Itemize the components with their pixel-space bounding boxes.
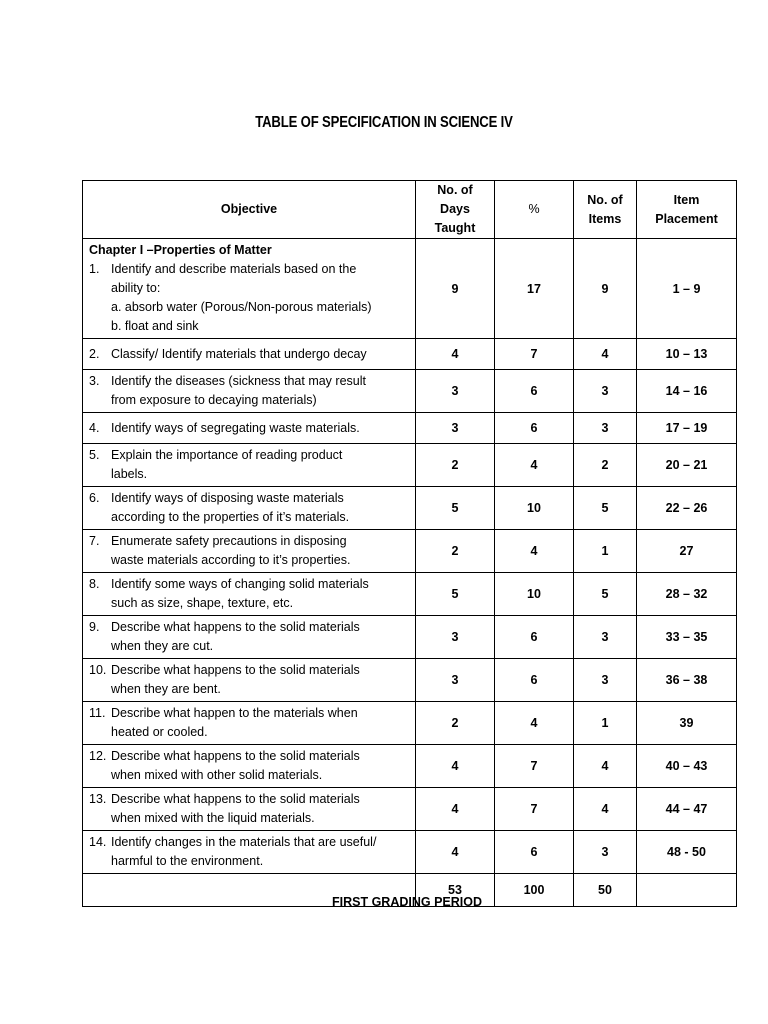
specification-table: [82, 180, 737, 907]
no-of-items-cell: 3: [574, 616, 637, 659]
days-taught-cell: 3: [416, 413, 495, 444]
no-of-items-cell: 4: [574, 745, 637, 788]
days-taught-cell: 3: [416, 370, 495, 413]
objective-text-line: Classify/ Identify materials that undergo decay: [111, 346, 367, 361]
table-row: [83, 444, 737, 487]
objective-subitem: a. absorb water (Porous/Non-porous materials): [111, 300, 372, 314]
no-of-items-cell: 4: [574, 788, 637, 831]
no-of-items-cell: 3: [574, 413, 637, 444]
item-placement-cell: 28 – 32: [637, 573, 737, 616]
no-of-items-cell: 4: [574, 339, 637, 370]
percent-cell: 10: [495, 487, 574, 530]
objective-number: 7.: [89, 534, 100, 548]
no-of-items-cell: 5: [574, 487, 637, 530]
days-taught-cell: 4: [416, 339, 495, 370]
objective-text-line: Describe what happens to the solid materials: [111, 620, 360, 634]
objective-number: 5.: [89, 448, 100, 462]
objective-cell: [83, 831, 416, 874]
objective-text-line: when they are cut.: [111, 639, 214, 653]
days-taught-cell: 2: [416, 444, 495, 487]
total-percent-cell: 100: [495, 874, 574, 907]
item-placement-cell: 22 – 26: [637, 487, 737, 530]
objective-cell: [83, 530, 416, 573]
table-row: [83, 530, 737, 573]
days-taught-cell: 4: [416, 745, 495, 788]
objective-text-line: Enumerate safety precautions in disposing: [111, 534, 347, 548]
objective-cell: [83, 339, 416, 370]
percent-cell: 17: [495, 239, 574, 339]
objective-cell: [83, 616, 416, 659]
objective-cell: [83, 444, 416, 487]
header-row: [83, 181, 737, 239]
item-placement-cell: 1 – 9: [637, 239, 737, 339]
percent-cell: 6: [495, 370, 574, 413]
total-days-cell: 53: [416, 874, 495, 907]
objective-text-line: according to the properties of it’s materials.: [111, 510, 350, 524]
objective-text-line: Identify some ways of changing solid materials: [111, 577, 369, 591]
table-row: [83, 239, 737, 339]
objective-cell: [83, 239, 416, 339]
objective-text-line: Describe what happen to the materials when: [111, 706, 358, 720]
percent-cell: 4: [495, 702, 574, 745]
objective-cell: [83, 788, 416, 831]
objective-text-line: Describe what happens to the solid materials: [111, 663, 360, 677]
objective-text-line: harmful to the environment.: [111, 854, 264, 868]
percent-cell: 7: [495, 339, 574, 370]
table-row: [83, 370, 737, 413]
header-no-of-items: No. of Items: [574, 181, 637, 239]
objective-text-line: waste materials according to it’s properties.: [111, 553, 351, 567]
header-days-taught: No. of Days Taught: [416, 181, 495, 239]
no-of-items-cell: 3: [574, 831, 637, 874]
objective-text-line: Describe what happens to the solid materials: [111, 749, 360, 763]
objective-text-line: ability to:: [111, 281, 161, 295]
days-taught-cell: 5: [416, 573, 495, 616]
header-percent: %: [495, 181, 574, 239]
days-taught-cell: 4: [416, 788, 495, 831]
days-taught-cell: 5: [416, 487, 495, 530]
table-row: [83, 573, 737, 616]
objective-text-line: such as size, shape, texture, etc.: [111, 596, 294, 610]
objective-text-line: Identify ways of disposing waste materials: [111, 491, 344, 505]
percent-cell: 6: [495, 616, 574, 659]
table-row: [83, 616, 737, 659]
objective-cell: [83, 702, 416, 745]
objective-text-line: Describe what happens to the solid materials: [111, 792, 360, 806]
item-placement-cell: 39: [637, 702, 737, 745]
item-placement-cell: 36 – 38: [637, 659, 737, 702]
no-of-items-cell: 9: [574, 239, 637, 339]
item-placement-cell: 27: [637, 530, 737, 573]
objective-text-line: Identify ways of segregating waste materials.: [111, 420, 360, 435]
table-row: [83, 413, 737, 444]
table-row: [83, 659, 737, 702]
objective-number: 10.: [89, 663, 107, 677]
objective-number: 6.: [89, 491, 100, 505]
objective-cell: [83, 487, 416, 530]
objective-number: 11.: [89, 706, 106, 720]
objective-number: 1.: [89, 262, 100, 276]
no-of-items-cell: 2: [574, 444, 637, 487]
header-item-placement: Item Placement: [637, 181, 737, 239]
objective-number: 9.: [89, 620, 100, 634]
objective-text-line: when they are bent.: [111, 682, 221, 696]
objective-number: 13.: [89, 792, 107, 806]
header-objective: Objective: [83, 181, 416, 239]
item-placement-cell: 10 – 13: [637, 339, 737, 370]
objective-text-line: Explain the importance of reading product: [111, 448, 343, 462]
objective-text-line: heated or cooled.: [111, 725, 208, 739]
days-taught-cell: 2: [416, 530, 495, 573]
percent-cell: 6: [495, 413, 574, 444]
objective-number: 2.: [89, 346, 100, 361]
item-placement-cell: 33 – 35: [637, 616, 737, 659]
objective-subitem: b. float and sink: [111, 319, 199, 333]
item-placement-cell: 14 – 16: [637, 370, 737, 413]
table-row: [83, 788, 737, 831]
item-placement-cell: 17 – 19: [637, 413, 737, 444]
objective-text-line: Identify and describe materials based on the: [111, 262, 357, 276]
no-of-items-cell: 1: [574, 530, 637, 573]
days-taught-cell: 2: [416, 702, 495, 745]
percent-cell: 7: [495, 788, 574, 831]
days-taught-cell: 3: [416, 659, 495, 702]
table-row: [83, 487, 737, 530]
objective-number: 8.: [89, 577, 100, 591]
objective-text-line: Identify changes in the materials that are useful/: [111, 835, 377, 849]
table-row: [83, 702, 737, 745]
objective-cell: [83, 573, 416, 616]
item-placement-cell: 44 – 47: [637, 788, 737, 831]
no-of-items-cell: 3: [574, 370, 637, 413]
no-of-items-cell: 5: [574, 573, 637, 616]
objective-number: 4.: [89, 420, 100, 435]
no-of-items-cell: 1: [574, 702, 637, 745]
percent-cell: 6: [495, 659, 574, 702]
chapter-heading: Chapter I –Properties of Matter: [89, 243, 272, 257]
percent-cell: 6: [495, 831, 574, 874]
objective-cell: [83, 659, 416, 702]
item-placement-cell: 20 – 21: [637, 444, 737, 487]
objective-number: 12.: [89, 749, 107, 763]
no-of-items-cell: 3: [574, 659, 637, 702]
percent-cell: 7: [495, 745, 574, 788]
percent-cell: 10: [495, 573, 574, 616]
item-placement-cell: 48 - 50: [637, 831, 737, 874]
objective-cell: [83, 413, 416, 444]
total-items-cell: 50: [574, 874, 637, 907]
objective-text-line: when mixed with the liquid materials.: [111, 811, 315, 825]
percent-cell: 4: [495, 530, 574, 573]
objective-text-line: Identify the diseases (sickness that may result: [111, 374, 366, 388]
objective-text-line: from exposure to decaying materials): [111, 393, 317, 407]
document-title: TABLE OF SPECIFICATION IN SCIENCE IV: [255, 114, 513, 131]
days-taught-cell: 9: [416, 239, 495, 339]
percent-cell: 4: [495, 444, 574, 487]
table-row: [83, 339, 737, 370]
grading-period-label: FIRST GRADING PERIOD: [331, 895, 482, 909]
table-row: [83, 831, 737, 874]
objective-text-line: labels.: [111, 467, 148, 481]
item-placement-cell: 40 – 43: [637, 745, 737, 788]
objective-number: 14.: [89, 835, 107, 849]
objective-number: 3.: [89, 374, 100, 388]
objective-cell: [83, 370, 416, 413]
table-row: [83, 745, 737, 788]
objective-text-line: when mixed with other solid materials.: [111, 768, 323, 782]
days-taught-cell: 3: [416, 616, 495, 659]
objective-cell: [83, 745, 416, 788]
days-taught-cell: 4: [416, 831, 495, 874]
